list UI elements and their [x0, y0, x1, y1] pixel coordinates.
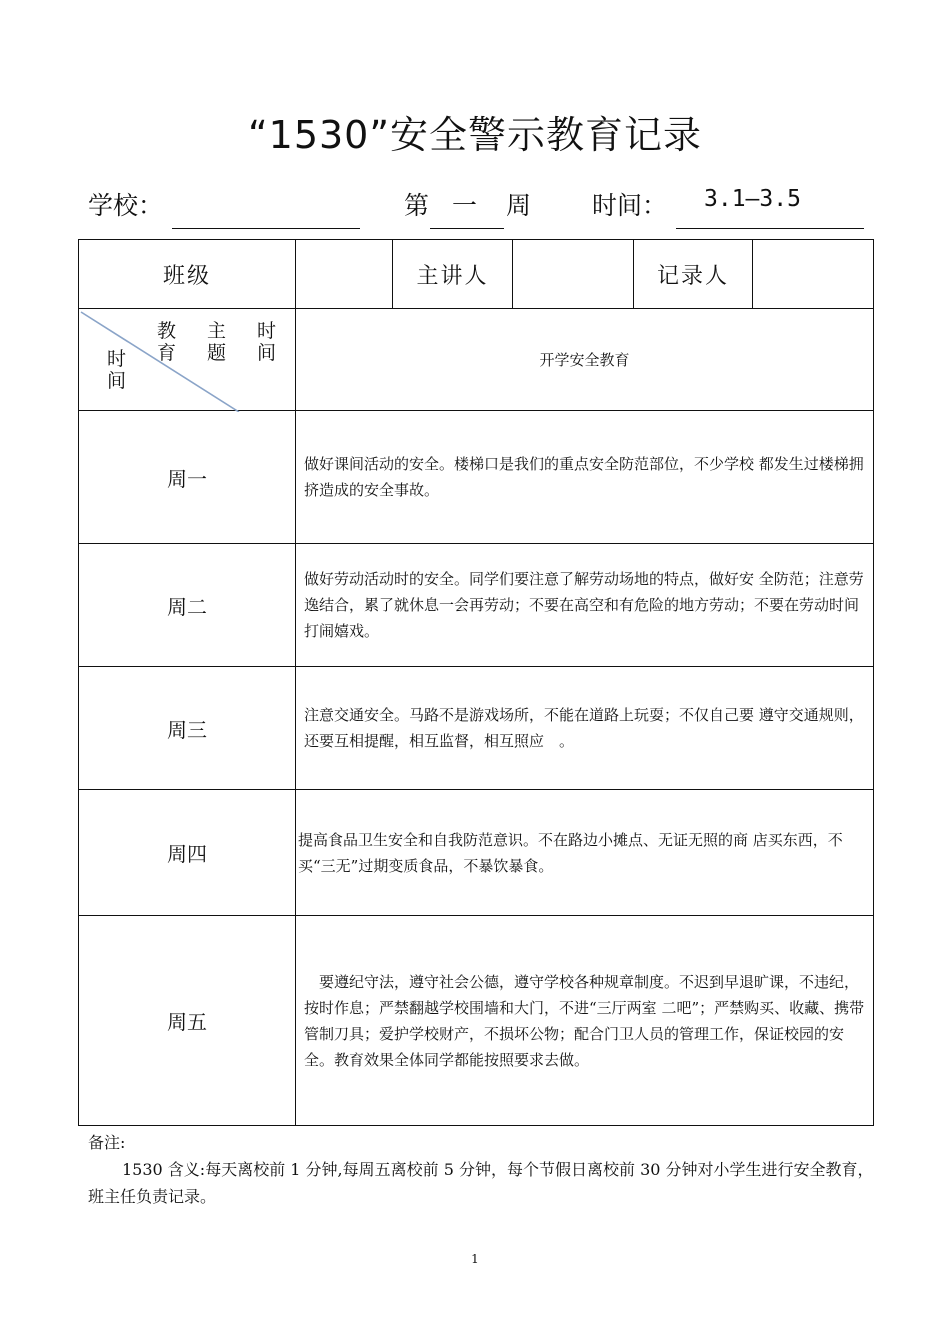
day-row: [79, 667, 874, 790]
day-content: 做好劳动活动时的安全。同学们要注意了解劳动场地的特点，做好安 全防范；注意劳逸结合，累了就休息一会再劳动；不要在高空和有危险的地方劳动；不要在劳动时间打闹嬉戏。: [296, 544, 874, 667]
diag-char: 间: [257, 341, 277, 364]
week-prefix: 第: [404, 191, 430, 220]
diag-char: 教: [157, 319, 177, 342]
recorder-value-cell[interactable]: [753, 240, 874, 309]
header-row: [79, 240, 874, 309]
day-label: 周二: [79, 544, 296, 667]
time-field-underline: [676, 228, 864, 229]
school-field-underline[interactable]: [172, 228, 360, 229]
day-row: [79, 411, 874, 544]
diag-char: 题: [207, 341, 227, 364]
theme-row: [79, 309, 874, 411]
diag-char: 时: [257, 319, 277, 342]
day-content: 要遵纪守法，遵守社会公德，遵守学校各种规章制度。不迟到早退旷课，不违纪，按时作息；严禁翻越学校围墙和大门，不进“三厅两室 二吧”；严禁购买、收藏、携带管制刀具；爱护学校财产，不损坏公物；配合门卫人员的管理工作，保证校园的安全。教育效果全体同学都能按照要求去做。: [296, 916, 874, 1126]
notes-label: 备注:: [88, 1133, 126, 1152]
day-content: 注意交通安全。马路不是游戏场所，不能在道路上玩耍；不仅自己要 遵守交通规则，还要互相提醒，相互监督，相互照应 。: [296, 667, 874, 790]
week-suffix: 周: [506, 191, 532, 220]
day-row: [79, 544, 874, 667]
diag-char: 主: [207, 319, 227, 342]
recorder-label: 记录人: [634, 240, 753, 309]
diag-char: 间: [107, 369, 127, 392]
notes-text: 1530 含义:每天离校前 1 分钟,每周五离校前 5 分钟，每个节假日离校前 30 分钟对小学生进行安全教育，班主任负责记录。: [88, 1160, 874, 1206]
education-record-table: [78, 239, 874, 1126]
diag-char: 时: [107, 347, 127, 370]
day-label: 周五: [79, 916, 296, 1126]
diag-char: 育: [157, 341, 177, 364]
speaker-label: 主讲人: [393, 240, 513, 309]
day-row: [79, 916, 874, 1126]
day-row: [79, 790, 874, 916]
theme-value: 开学安全教育: [296, 309, 874, 411]
week-field-underline: [430, 228, 504, 229]
day-content: 提高食品卫生安全和自我防范意识。不在路边小摊点、无证无照的商 店买东西，不买“三无”过期变质食品，不暴饮暴食。: [296, 790, 874, 916]
class-value-cell[interactable]: [296, 240, 393, 309]
day-label: 周三: [79, 667, 296, 790]
day-content: 做好课间活动的安全。楼梯口是我们的重点安全防范部位，不少学校 都发生过楼梯拥挤造成的安全事故。: [296, 411, 874, 544]
class-label: 班级: [79, 240, 296, 309]
speaker-value-cell[interactable]: [513, 240, 634, 309]
week-value: 一: [452, 191, 478, 220]
school-label: 学校：: [88, 191, 164, 220]
time-label: 时间：: [592, 191, 668, 220]
day-label: 周一: [79, 411, 296, 544]
diagonal-header-cell: [79, 309, 296, 411]
time-value: 3.1—3.5: [704, 186, 801, 212]
page-number: 1: [471, 1252, 479, 1266]
notes-section: [88, 1129, 878, 1210]
page-title: “1530”安全警示教育记录: [247, 113, 703, 157]
day-label: 周四: [79, 790, 296, 916]
